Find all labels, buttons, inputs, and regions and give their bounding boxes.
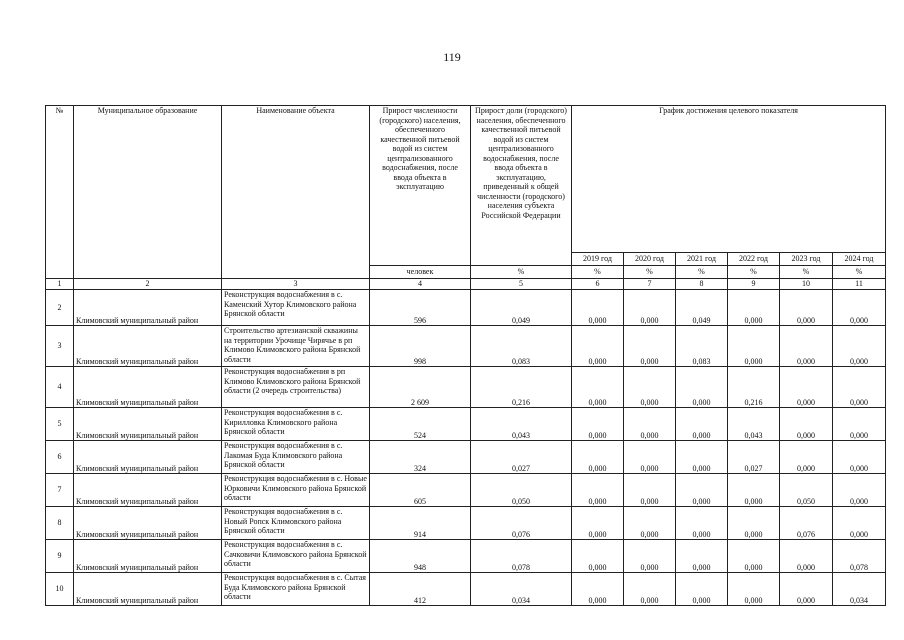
header-municipality: Муниципальное образование [74,106,222,279]
year-value-cell: 0,043 [728,408,780,441]
object-name-cell: Реконструкция водоснабжения в рп Климово Климовского района Брянской области (2 очередь строительства) [222,367,370,408]
year-value-cell: 0,000 [624,573,676,606]
row-number: 6 [46,441,74,474]
object-name-cell: Реконструкция водоснабжения в с. Новый Ропск Климовского района Брянской области [222,507,370,540]
row-number: 9 [46,540,74,573]
object-name-cell: Строительство артезианской скважины на территории Урочище Чирячье в рп Климово Климовского района Брянской области [222,326,370,367]
object-name-cell: Реконструкция водоснабжения в с. Сытая Буда Климовского района Брянской области [222,573,370,606]
population-growth-cell: 914 [370,507,471,540]
table-row [46,540,886,573]
year-value-cell: 0,000 [833,290,886,326]
share-growth-cell: 0,043 [471,408,572,441]
page-number: 119 [443,50,461,64]
municipality-cell: Климовский муниципальный район [74,290,222,326]
population-growth-cell: 524 [370,408,471,441]
column-number: 8 [676,279,728,290]
year-value-cell: 0,000 [676,367,728,408]
population-growth-cell: 948 [370,540,471,573]
table-row [46,507,886,540]
year-value-cell: 0,000 [780,290,833,326]
year-value-cell: 0,000 [572,474,624,507]
share-growth-cell: 0,034 [471,573,572,606]
year-value-cell: 0,000 [780,441,833,474]
column-number: 7 [624,279,676,290]
row-number: 8 [46,507,74,540]
population-growth-cell: 605 [370,474,471,507]
share-growth-cell: 0,049 [471,290,572,326]
column-numbers-row [46,279,886,290]
year-value-cell: 0,000 [676,474,728,507]
population-growth-cell: 2 609 [370,367,471,408]
object-name-cell: Реконструкция водоснабжения в с. Лакомая Буда Климовского района Брянской области [222,441,370,474]
year-value-cell: 0,000 [780,408,833,441]
municipality-cell: Климовский муниципальный район [74,474,222,507]
year-value-cell: 0,000 [624,290,676,326]
year-value-cell: 0,000 [833,474,886,507]
population-growth-cell: 412 [370,573,471,606]
year-value-cell: 0,000 [833,507,886,540]
object-name-cell: Реконструкция водоснабжения в с. Каменский Хутор Климовского района Брянской области [222,290,370,326]
year-value-cell: 0,000 [780,540,833,573]
column-number: 5 [471,279,572,290]
header-row [46,106,886,253]
municipality-cell: Климовский муниципальный район [74,540,222,573]
unit-percent: % [624,266,676,279]
column-number: 10 [780,279,833,290]
year-value-cell: 0,000 [676,573,728,606]
year-value-cell: 0,000 [676,408,728,441]
year-value-cell: 0,000 [676,540,728,573]
year-value-cell: 0,216 [728,367,780,408]
share-growth-cell: 0,027 [471,441,572,474]
year-value-cell: 0,078 [833,540,886,573]
column-number: 1 [46,279,74,290]
column-number: 9 [728,279,780,290]
year-value-cell: 0,000 [572,290,624,326]
row-number: 2 [46,290,74,326]
year-value-cell: 0,000 [624,540,676,573]
column-number: 11 [833,279,886,290]
year-value-cell: 0,000 [572,408,624,441]
municipality-cell: Климовский муниципальный район [74,367,222,408]
year-value-cell: 0,049 [676,290,728,326]
header-year: 2020 год [624,253,676,266]
column-number: 3 [222,279,370,290]
unit-percent: % [780,266,833,279]
municipality-cell: Климовский муниципальный район [74,408,222,441]
header-schedule: График достижения целевого показателя [572,106,886,253]
year-value-cell: 0,000 [833,326,886,367]
year-value-cell: 0,000 [728,326,780,367]
year-value-cell: 0,000 [728,540,780,573]
header-year: 2019 год [572,253,624,266]
municipality-cell: Климовский муниципальный район [74,573,222,606]
year-value-cell: 0,000 [728,290,780,326]
header-object: Наименование объекта [222,106,370,279]
object-name-cell: Реконструкция водоснабжения в с. Сачковичи Климовского района Брянской области [222,540,370,573]
year-value-cell: 0,000 [833,441,886,474]
table-row [46,573,886,606]
row-number: 5 [46,408,74,441]
year-value-cell: 0,000 [624,441,676,474]
year-value-cell: 0,000 [624,408,676,441]
row-number: 3 [46,326,74,367]
share-growth-cell: 0,083 [471,326,572,367]
header-year: 2022 год [728,253,780,266]
unit-people: человек [370,266,471,279]
year-value-cell: 0,000 [676,507,728,540]
year-value-cell: 0,000 [624,474,676,507]
year-value-cell: 0,000 [572,367,624,408]
year-value-cell: 0,000 [624,367,676,408]
year-value-cell: 0,034 [833,573,886,606]
header-share-growth: Прирост доли (городского) населения, обеспеченного качественной питьевой водой из систем централизованного водоснабжения, после ввода объекта в эксплуатацию, приведенный к общей численности (городского) населения субъекта Российской Федерации [471,106,572,266]
municipality-cell: Климовский муниципальный район [74,441,222,474]
year-value-cell: 0,000 [728,474,780,507]
column-number: 6 [572,279,624,290]
table-row [46,474,886,507]
table-row [46,441,886,474]
year-value-cell: 0,076 [780,507,833,540]
table-row [46,326,886,367]
population-growth-cell: 596 [370,290,471,326]
year-value-cell: 0,000 [833,408,886,441]
year-value-cell: 0,000 [572,326,624,367]
share-growth-cell: 0,076 [471,507,572,540]
population-growth-cell: 998 [370,326,471,367]
table-row [46,367,886,408]
target-indicator-table [45,105,886,606]
municipality-cell: Климовский муниципальный район [74,507,222,540]
share-growth-cell: 0,050 [471,474,572,507]
object-name-cell: Реконструкция водоснабжения в с. Кирилловка Климовского района Брянской области [222,408,370,441]
unit-percent: % [728,266,780,279]
row-number: 7 [46,474,74,507]
year-value-cell: 0,027 [728,441,780,474]
year-value-cell: 0,000 [728,573,780,606]
population-growth-cell: 324 [370,441,471,474]
year-value-cell: 0,000 [624,326,676,367]
table-row [46,408,886,441]
header-year: 2024 год [833,253,886,266]
year-value-cell: 0,000 [780,326,833,367]
share-growth-cell: 0,078 [471,540,572,573]
header-year: 2023 год [780,253,833,266]
municipality-cell: Климовский муниципальный район [74,326,222,367]
column-number: 2 [74,279,222,290]
year-value-cell: 0,000 [833,367,886,408]
header-year: 2021 год [676,253,728,266]
year-value-cell: 0,000 [572,540,624,573]
year-value-cell: 0,000 [780,367,833,408]
year-value-cell: 0,000 [572,441,624,474]
unit-percent: % [676,266,728,279]
object-name-cell: Реконструкция водоснабжения в с. Новые Юрковичи Климовского района Брянской области [222,474,370,507]
header-pop-growth: Прирост численности (городского) населения, обеспеченного качественной питьевой водой из систем централизованного водоснабжения, после ввода объекта в эксплуатацию [370,106,471,266]
unit-percent: % [833,266,886,279]
column-number: 4 [370,279,471,290]
year-value-cell: 0,000 [728,507,780,540]
year-value-cell: 0,083 [676,326,728,367]
year-value-cell: 0,000 [572,573,624,606]
year-value-cell: 0,050 [780,474,833,507]
unit-percent: % [471,266,572,279]
unit-percent: % [572,266,624,279]
table-row [46,290,886,326]
year-value-cell: 0,000 [676,441,728,474]
row-number: 10 [46,573,74,606]
year-value-cell: 0,000 [624,507,676,540]
header-num: № [46,106,74,279]
row-number: 4 [46,367,74,408]
year-value-cell: 0,000 [572,507,624,540]
year-value-cell: 0,000 [780,573,833,606]
share-growth-cell: 0,216 [471,367,572,408]
